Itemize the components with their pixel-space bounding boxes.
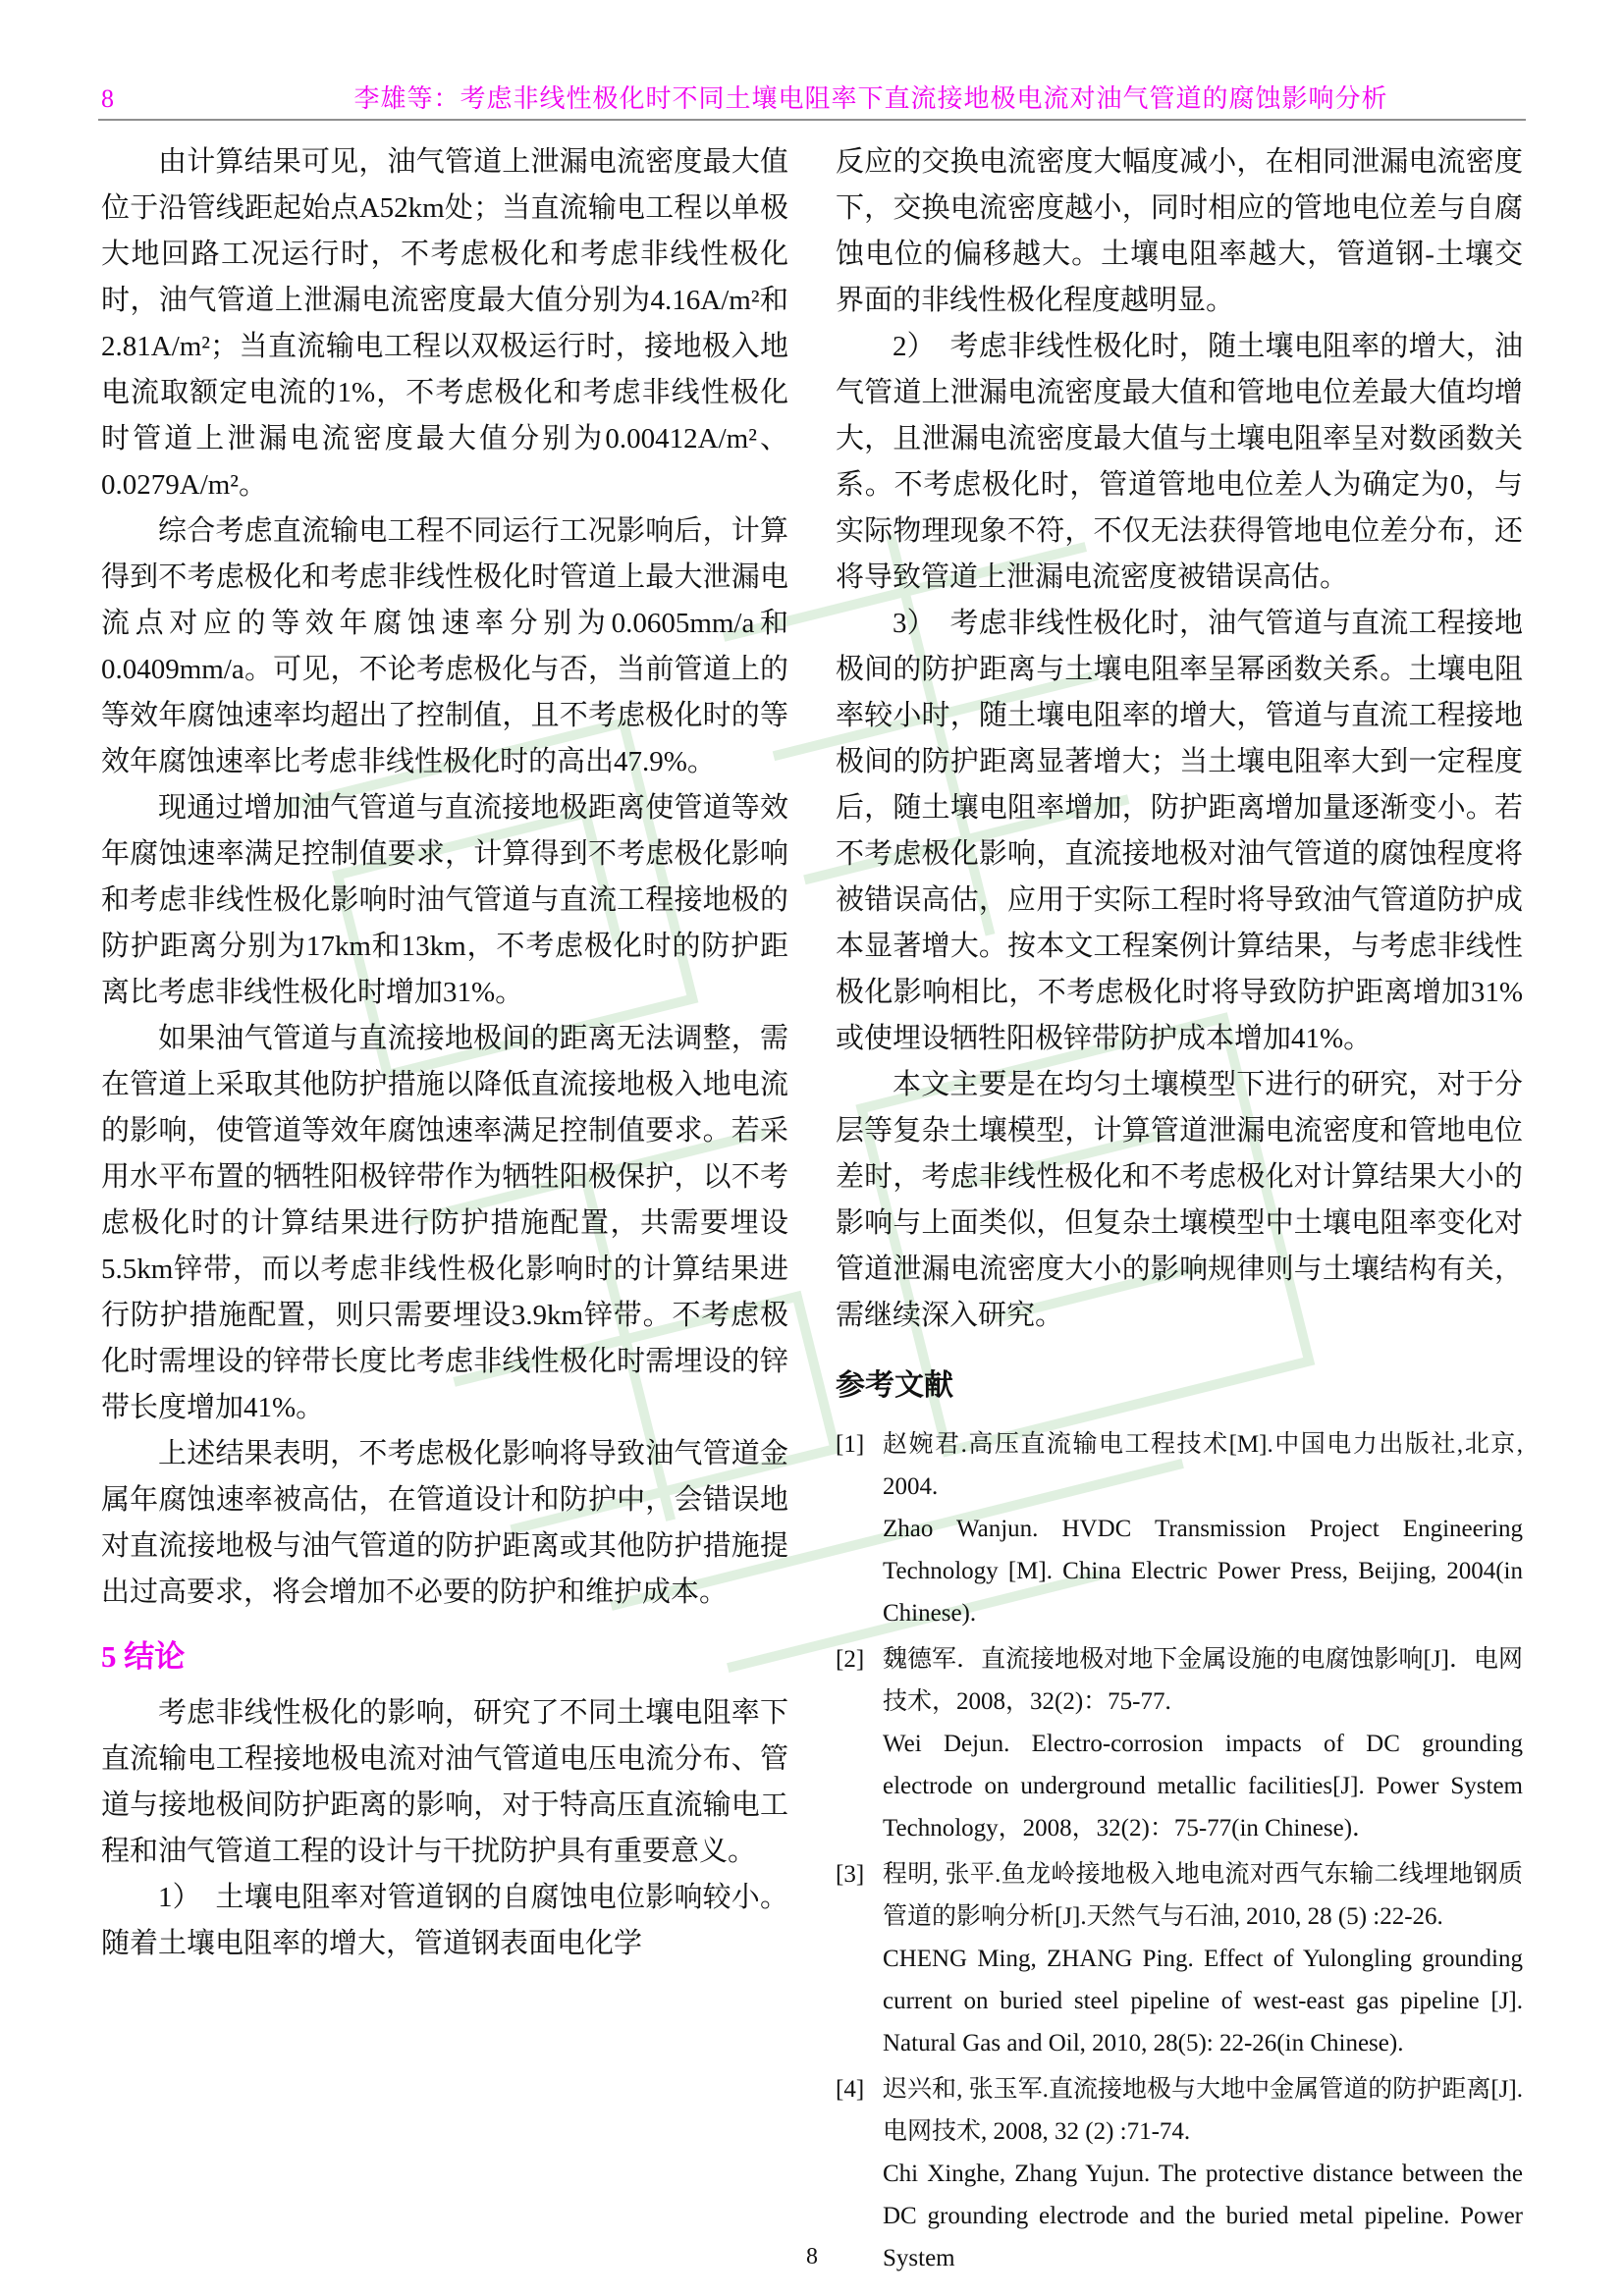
reference-item: [836, 1638, 1523, 1849]
header: [101, 79, 1523, 115]
references-heading: 参考文献: [836, 1369, 953, 1402]
reference-text-en: Wei Dejun. Electro-corrosion impacts of DC grounding electrode on underground metallic facilities[J]. Power System Technology，2008，32(2)：75-77(in Chinese)．: [883, 1731, 1523, 1842]
reference-text-en: Zhao Wanjun. HVDC Transmission Project Engineering Technology [M]. China Electric Power Press, Beijing, 2004(in Chinese).: [883, 1516, 1523, 1627]
paragraph: 3） 考虑非线性极化时，油气管道与直流工程接地极间的防护距离与土壤电阻率呈幂函数关系。土壤电阻率较小时，随土壤电阻率的增大，管道与直流工程接地极间的防护距离显著增大；当土壤电阻率大到一定程度后，随土壤电阻率增加，防护距离增加量逐渐变小。若不考虑极化影响，直流接地极对油气管道的腐蚀程度将被错误高估，应用于实际工程时将导致油气管道防护成本显著增大。按本文工程案例计算结果，与考虑非线性极化影响相比，不考虑极化时将导致防护距离增加31%或使埋设牺牲阳极锌带防护成本增加41%。: [836, 608, 1523, 1054]
header-rule: [98, 119, 1526, 121]
reference-text-zh: 魏德军．直流接地极对地下金属设施的电腐蚀影响[J]．电网技术，2008，32(2)：75-77.: [883, 1646, 1523, 1715]
reference-text-en: CHENG Ming, ZHANG Ping. Effect of Yulongling grounding current on buried steel pipeline of west-east gas pipeline [J]. Natural Gas and Oil, 2010, 28(5): 22-26(in Chinese).: [883, 1946, 1523, 2056]
paragraph: 反应的交换电流密度大幅度减小，在相同泄漏电流密度下，交换电流密度越小，同时相应的管地电位差与自腐蚀电位的偏移越大。土壤电阻率越大，管道钢-土壤交界面的非线性极化程度越明显。: [836, 146, 1523, 316]
body-columns: [101, 139, 1523, 2283]
reference-marker: [4]: [836, 2076, 865, 2103]
reference-marker: [1]: [836, 1431, 865, 1458]
reference-text-en: Chi Xinghe, Zhang Yujun. The protective distance between the DC grounding electrode and the buried metal pipeline. Power System: [883, 2161, 1523, 2271]
header-title: 李雄等：考虑非线性极化时不同土壤电阻率下直流接地极电流对油气管道的腐蚀影响分析: [353, 84, 1388, 113]
paragraph: 综合考虑直流输电工程不同运行工况影响后，计算得到不考虑极化和考虑非线性极化时管道上最大泄漏电流点对应的等效年腐蚀速率分别为0.0605mm/a和0.0409mm/a。可见，不论考虑极化与否，当前管道上的等效年腐蚀速率均超出了控制值，且不考虑极化时的等效年腐蚀速率比考虑非线性极化时的高出47.9%。: [101, 515, 788, 777]
footer: [0, 2244, 1624, 2270]
paragraph: 现通过增加油气管道与直流接地极距离使管道等效年腐蚀速率满足控制值要求，计算得到不考虑极化影响和考虑非线性极化影响时油气管道与直流工程接地极的防护距离分别为17km和13km，不考虑极化时的防护距离比考虑非线性极化时增加31%。: [101, 792, 788, 1008]
footer-page-number: 8: [806, 2244, 818, 2269]
paragraph: 考虑非线性极化的影响，研究了不同土壤电阻率下直流输电工程接地极电流对油气管道电压电流分布、管道与接地极间防护距离的影响，对于特高压直流输电工程和油气管道工程的设计与干扰防护具有重要意义。: [101, 1697, 788, 1867]
reference-marker: [3]: [836, 1861, 865, 1888]
reference-text-zh: 程明, 张平.鱼龙岭接地极入地电流对西气东输二线埋地钢质管道的影响分析[J].天然气与石油, 2010, 28 (5) :22-26.: [883, 1861, 1523, 1930]
paragraph: 本文主要是在均匀土壤模型下进行的研究，对于分层等复杂土壤模型，计算管道泄漏电流密度和管地电位差时，考虑非线性极化和不考虑极化对计算结果大小的影响与上面类似，但复杂土壤模型中土壤电阻率变化对管道泄漏电流密度大小的影响规律则与土壤结构有关，需继续深入研究。: [836, 1069, 1523, 1331]
paragraph: 由计算结果可见，油气管道上泄漏电流密度最大值位于沿管线距起始点A52km处；当直流输电工程以单极大地回路工况运行时，不考虑极化和考虑非线性极化时，油气管道上泄漏电流密度最大值分别为4.16A/m²和2.81A/m²；当直流输电工程以双极运行时，接地极入地电流取额定电流的1%，不考虑极化和考虑非线性极化时管道上泄漏电流密度最大值分别为0.00412A/m²、0.0279A/m²。: [101, 146, 788, 501]
reference-text-zh: 迟兴和, 张玉军.直流接地极与大地中金属管道的防护距离[J].电网技术, 2008, 32 (2) :71-74.: [883, 2076, 1523, 2145]
left-column: [101, 139, 788, 2283]
paragraph: 如果油气管道与直流接地极间的距离无法调整，需在管道上采取其他防护措施以降低直流接地极入地电流的影响，使管道等效年腐蚀速率满足控制值要求。若采用水平布置的牺牲阳极锌带作为牺牲阳极保护，以不考虑极化时的计算结果进行防护措施配置，共需要埋设5.5km锌带，而以考虑非线性极化影响时的计算结果进行防护措施配置，则只需要埋设3.9km锌带。不考虑极化时需埋设的锌带长度比考虑非线性极化时需埋设的锌带长度增加41%。: [101, 1023, 788, 1423]
section-heading-conclusion: 5 结论: [101, 1639, 186, 1674]
reference-marker: [2]: [836, 1646, 865, 1673]
reference-item: [836, 1423, 1523, 1634]
right-column: [836, 139, 1523, 2283]
header-page-number: 8: [101, 84, 114, 113]
paragraph: 2） 考虑非线性极化时，随土壤电阻率的增大，油气管道上泄漏电流密度最大值和管地电位差最大值均增大，且泄漏电流密度最大值与土壤电阻率呈对数函数关系。不考虑极化时，管道管地电位差人为确定为0，与实际物理现象不符，不仅无法获得管地电位差分布，还将导致管道上泄漏电流密度被错误高估。: [836, 331, 1523, 593]
reference-item: [836, 1853, 1523, 2064]
reference-text-zh: 赵婉君.高压直流输电工程技术[M].中国电力出版社,北京, 2004.: [883, 1431, 1523, 1500]
paragraph: 1） 土壤电阻率对管道钢的自腐蚀电位影响较小。随着土壤电阻率的增大，管道钢表面电化学: [101, 1882, 788, 1959]
paragraph: 上述结果表明，不考虑极化影响将导致油气管道金属年腐蚀速率被高估，在管道设计和防护中，会错误地对直流接地极与油气管道的防护距离或其他防护措施提出过高要求，将会增加不必要的防护和维护成本。: [101, 1438, 788, 1608]
